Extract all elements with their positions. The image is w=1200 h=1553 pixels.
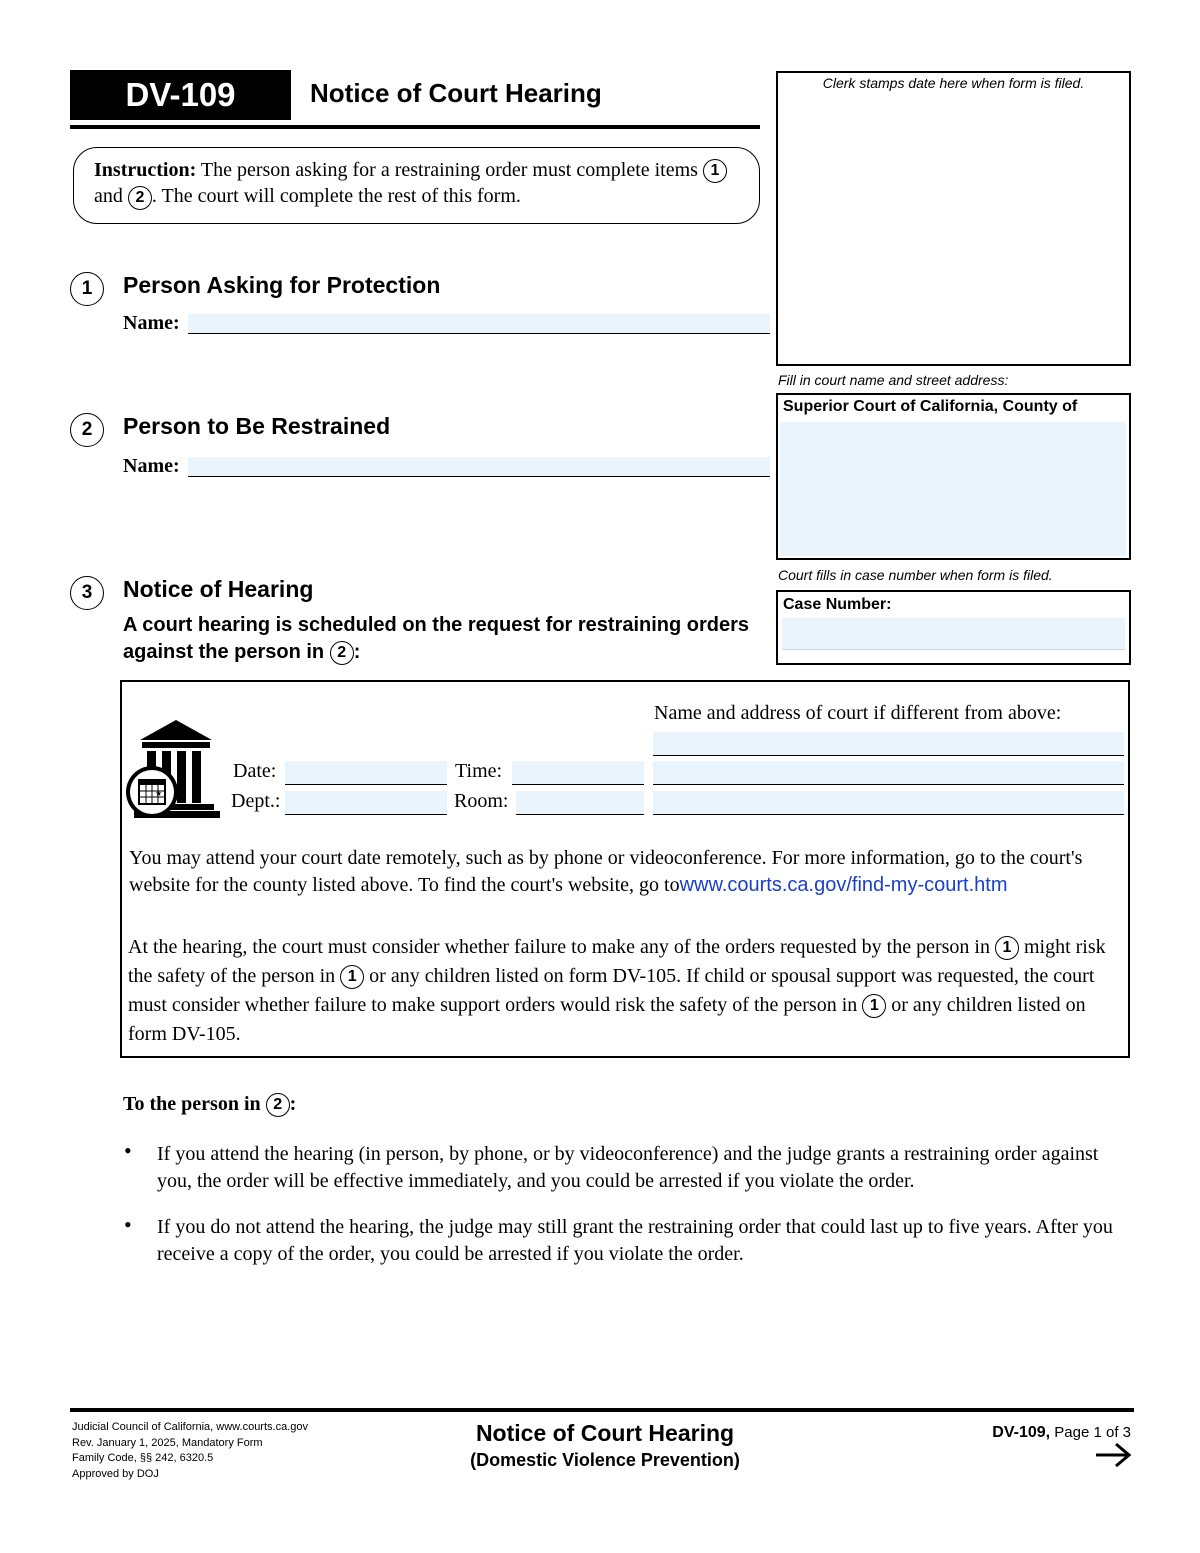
protected-person-name-field[interactable] bbox=[188, 314, 770, 334]
restrained-person-name-field[interactable] bbox=[188, 457, 770, 477]
remote-attendance-text bbox=[129, 845, 1119, 899]
room-label: Room: bbox=[454, 790, 509, 812]
instruction-box bbox=[73, 147, 760, 224]
footer-line-2: Rev. January 1, 2025, Mandatory Form bbox=[72, 1436, 263, 1449]
item-number-badge: 1 bbox=[340, 965, 364, 989]
form-id: DV-109 bbox=[70, 70, 291, 120]
footer-rule bbox=[70, 1408, 1134, 1412]
header-rule bbox=[70, 125, 760, 129]
section-number-badge: 1 bbox=[70, 272, 104, 306]
bullet-not-attend-hearing: If you do not attend the hearing, the judge may still grant the restraining order that could last up to five years. After you receive a copy of the order, you could be arrested if you violate the order. bbox=[157, 1216, 1113, 1265]
item-number-badge: 1 bbox=[995, 936, 1019, 960]
consider-text-1: At the hearing, the court must consider whether failure to make any of the orders requested by the person in bbox=[128, 936, 990, 958]
section1-name-label: Name: bbox=[123, 312, 180, 334]
footer-title: Notice of Court Hearing bbox=[475, 1420, 735, 1446]
consider-text-2: might risk the safety of the person in bbox=[128, 936, 1106, 987]
item-number-badge: 2 bbox=[128, 186, 152, 210]
section1-title: Person Asking for Protection bbox=[123, 272, 441, 298]
hearing-consideration-text bbox=[128, 933, 1122, 1049]
hearing-subtitle bbox=[123, 612, 763, 666]
other-court-line-3[interactable] bbox=[653, 791, 1124, 815]
bullet-attend-hearing: If you attend the hearing (in person, by phone, or by videoconference) and the judge grants a restraining order against you, the order will be effective immediately, and you could be arrested if you violate the order. bbox=[157, 1143, 1099, 1192]
section2-name-label: Name: bbox=[123, 455, 180, 477]
footer-line-3: Family Code, §§ 242, 6320.5 bbox=[72, 1452, 214, 1464]
case-number-field[interactable] bbox=[782, 618, 1125, 650]
footer-line-1: Judicial Council of California, www.courts.ca.gov bbox=[72, 1421, 308, 1433]
hearing-subtitle-text: A court hearing is scheduled on the request for restraining orders against the person in bbox=[123, 614, 750, 663]
instruction-and: and bbox=[94, 185, 123, 208]
section-number-badge: 3 bbox=[70, 576, 104, 610]
next-page-arrow-icon bbox=[1094, 1440, 1134, 1470]
consider-text-3: or any children listed on form DV-105. If child or spousal support was requested, the court must consider whether failure to make support orders would risk the safety of the person in bbox=[128, 965, 1095, 1016]
hearing-subtitle-colon: : bbox=[353, 641, 361, 663]
other-court-line-2[interactable] bbox=[653, 761, 1124, 785]
case-number-hint: Court fills in case number when form is filed. bbox=[778, 567, 1053, 583]
bullet-icon: • bbox=[124, 1212, 132, 1237]
remote-attendance-copy: You may attend your court date remotely, such as by phone or videoconference. For more information, go to the court's website for the county listed above. To find the court's website, go to bbox=[129, 847, 1083, 896]
hearing-date-field[interactable] bbox=[285, 761, 447, 785]
item-number-badge: 2 bbox=[330, 641, 354, 665]
footer-page-number: Page 1 of 3 bbox=[1054, 1424, 1131, 1441]
hearing-time-field[interactable] bbox=[512, 761, 644, 785]
consider-text-4: or any children listed on form DV-105. bbox=[128, 994, 1086, 1045]
section3-title: Notice of Hearing bbox=[123, 576, 314, 602]
other-court-label: Name and address of court if different from above: bbox=[654, 702, 1062, 724]
instruction-text-b: . The court will complete the rest of this form. bbox=[151, 185, 521, 208]
date-label: Date: bbox=[233, 760, 277, 782]
court-name-label: Superior Court of California, County of bbox=[783, 398, 1078, 415]
clerk-stamp-label: Clerk stamps date here when form is filed. bbox=[822, 75, 1085, 91]
clerk-stamp-box bbox=[776, 71, 1131, 366]
hearing-room-field[interactable] bbox=[516, 791, 644, 815]
dept-label: Dept.: bbox=[231, 790, 281, 812]
footer-subtitle: (Domestic Violence Prevention) bbox=[470, 1450, 740, 1470]
section-number-badge: 2 bbox=[70, 413, 104, 447]
case-number-label: Case Number: bbox=[783, 596, 892, 613]
find-my-court-link[interactable]: www.courts.ca.gov/find-my-court.htm bbox=[679, 874, 1008, 896]
to-person-label: To the person in bbox=[123, 1093, 261, 1115]
footer-line-4: Approved by DOJ bbox=[72, 1467, 159, 1480]
to-person-colon: : bbox=[289, 1093, 297, 1115]
instruction-label: Instruction: bbox=[94, 159, 197, 181]
svg-text:★: ★ bbox=[155, 789, 163, 798]
bullet-icon: • bbox=[124, 1138, 132, 1163]
footer-legal-info bbox=[72, 1420, 308, 1482]
item-number-badge: 2 bbox=[266, 1093, 290, 1117]
form-title: Notice of Court Hearing bbox=[310, 78, 602, 108]
hearing-dept-field[interactable] bbox=[285, 791, 447, 815]
courthouse-calendar-icon bbox=[124, 718, 222, 820]
time-label: Time: bbox=[455, 760, 503, 782]
footer-form-ref: DV-109, bbox=[992, 1424, 1051, 1441]
item-number-badge: 1 bbox=[862, 994, 886, 1018]
other-court-line-1[interactable] bbox=[653, 732, 1124, 756]
instruction-text-a: The person asking for a restraining order must complete items bbox=[200, 159, 698, 181]
to-restrained-person-heading bbox=[123, 1093, 296, 1117]
item-number-badge: 1 bbox=[703, 159, 727, 183]
court-name-field[interactable] bbox=[780, 422, 1126, 556]
section2-title: Person to Be Restrained bbox=[123, 413, 391, 439]
court-name-hint: Fill in court name and street address: bbox=[778, 372, 1009, 388]
